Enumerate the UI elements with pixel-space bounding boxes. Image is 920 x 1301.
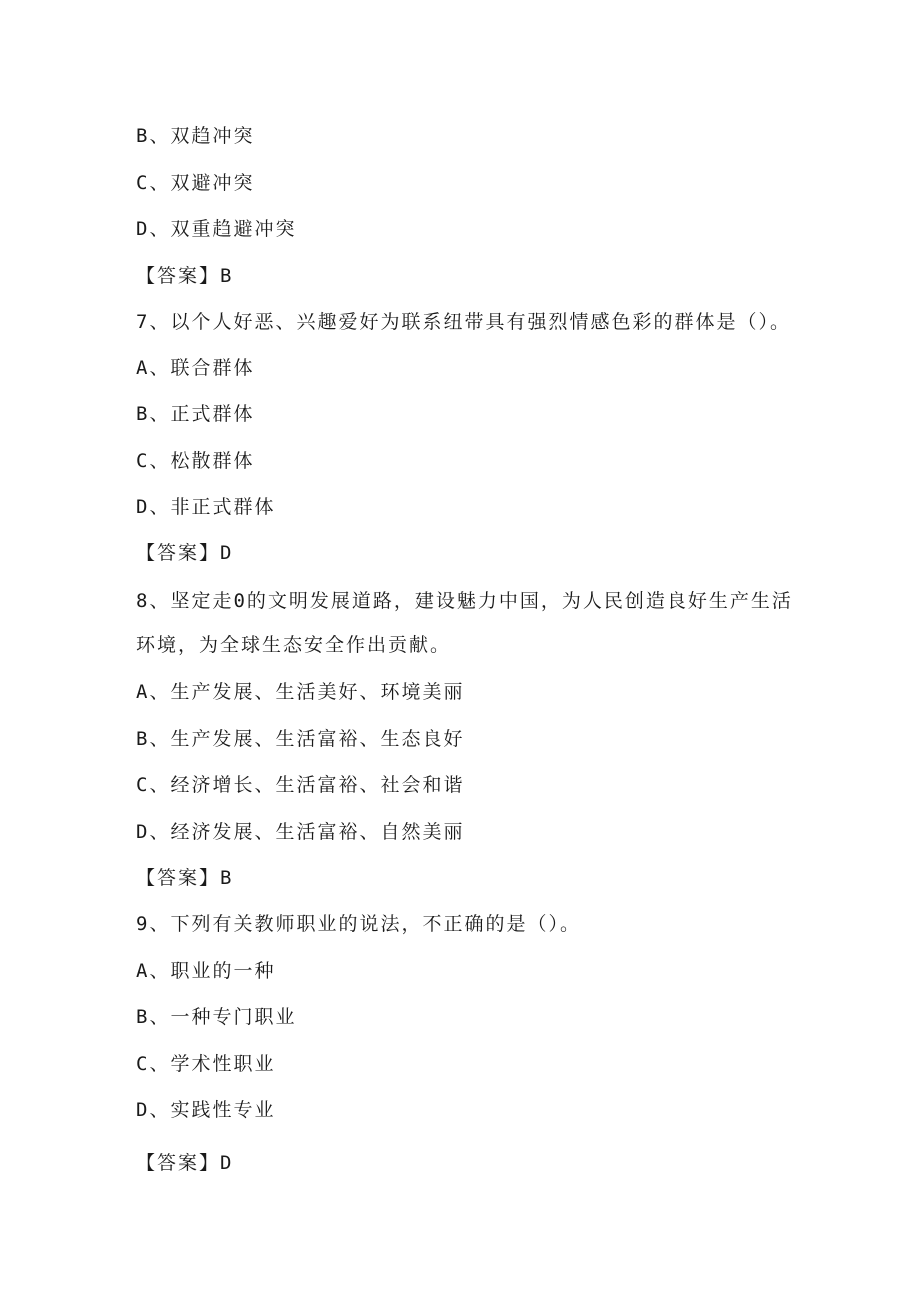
q8-option-c: C、经济增长、生活富裕、社会和谐	[136, 774, 465, 796]
q7-option-b: B、正式群体	[136, 403, 255, 425]
q8-option-b: B、生产发展、生活富裕、生态良好	[136, 728, 465, 750]
q7-option-c: C、松散群体	[136, 450, 255, 472]
q9-option-b: B、一种专门职业	[136, 1006, 297, 1028]
q7-answer: 【答案】D	[136, 542, 234, 564]
q8-answer: 【答案】B	[136, 867, 234, 889]
q7-option-d: D、非正式群体	[136, 496, 276, 518]
q9-question: 9、下列有关教师职业的说法，不正确的是（）。	[136, 913, 581, 935]
q6-option-b: B、双趋冲突	[136, 125, 255, 147]
q8-question-line1: 8、坚定走0的文明发展道路，建设魅力中国，为人民创造良好生产生活	[136, 590, 793, 612]
q9-option-d: D、实践性专业	[136, 1099, 276, 1121]
q6-option-d: D、双重趋避冲突	[136, 218, 297, 240]
q9-option-c: C、学术性职业	[136, 1053, 276, 1075]
q7-question: 7、以个人好恶、兴趣爱好为联系纽带具有强烈情感色彩的群体是（）。	[136, 311, 791, 333]
q9-option-a: A、职业的一种	[136, 960, 276, 982]
q6-option-c: C、双避冲突	[136, 172, 255, 194]
q8-option-a: A、生产发展、生活美好、环境美丽	[136, 681, 465, 703]
q8-option-d: D、经济发展、生活富裕、自然美丽	[136, 821, 465, 843]
q8-question-line2: 环境，为全球生态安全作出贡献。	[136, 634, 452, 656]
q7-option-a: A、联合群体	[136, 357, 255, 379]
q9-answer: 【答案】D	[136, 1152, 234, 1174]
q6-answer: 【答案】B	[136, 265, 234, 287]
